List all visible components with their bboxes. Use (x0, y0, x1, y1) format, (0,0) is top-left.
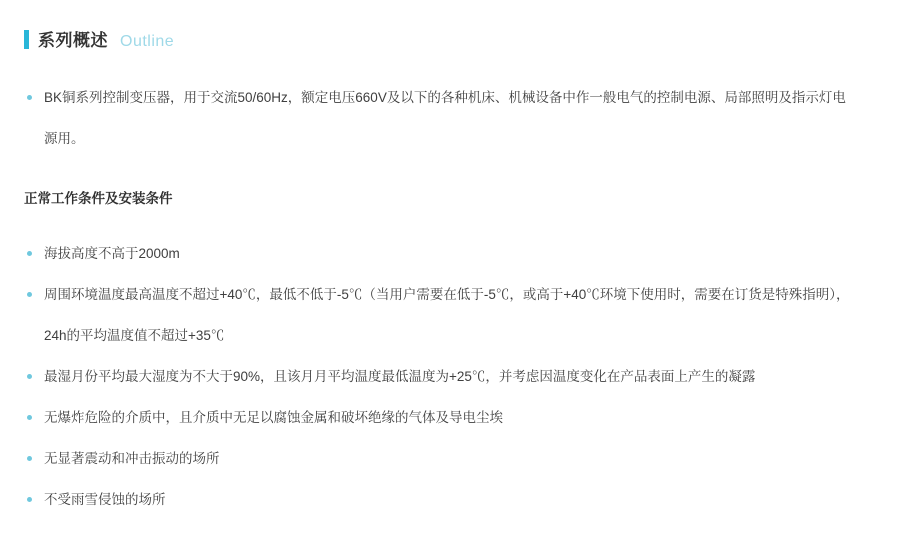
conditions-subtitle: 正常工作条件及安装条件 (24, 191, 173, 206)
conditions-list (24, 233, 876, 520)
list-item-text: 不受雨雪侵蚀的场所 (44, 492, 166, 507)
section-title-en: Outline (120, 33, 175, 50)
bullet-dot-icon (27, 374, 32, 379)
bullet-dot-icon (27, 251, 32, 256)
list-item (24, 77, 876, 159)
list-item-text: 周围环境温度最高温度不超过+40℃，最低不低于-5℃（当用户需要在低于-5℃，或高于+40℃环境下使用时，需要在订货是特殊指明），24h的平均温度值不超过+35℃ (44, 287, 850, 343)
bullet-dot-icon (27, 95, 32, 100)
accent-bar-icon (24, 30, 29, 49)
section-heading (24, 26, 876, 51)
list-item-text: 海拔高度不高于2000m (44, 246, 180, 261)
bullet-dot-icon (27, 415, 32, 420)
list-item (24, 274, 876, 356)
list-item (24, 356, 876, 397)
bullet-dot-icon (27, 456, 32, 461)
section-title-cn: 系列概述 (38, 31, 108, 50)
list-item (24, 397, 876, 438)
list-item (24, 233, 876, 274)
bullet-dot-icon (27, 292, 32, 297)
list-item (24, 438, 876, 479)
list-item-text: 最湿月份平均最大湿度为不大于90%，且该月月平均温度最低温度为+25℃，并考虑因温度变化在产品表面上产生的凝露 (44, 369, 756, 384)
list-item-text: 无爆炸危险的介质中，且介质中无足以腐蚀金属和破坏绝缘的气体及导电尘埃 (44, 410, 503, 425)
intro-list (24, 77, 876, 159)
list-item (24, 479, 876, 520)
bullet-dot-icon (27, 497, 32, 502)
list-item-text: 无显著震动和冲击振动的场所 (44, 451, 220, 466)
list-item-text: BK铜系列控制变压器，用于交流50/60Hz，额定电压660V及以下的各种机床、机械设备中作一般电气的控制电源、局部照明及指示灯电源用。 (44, 90, 846, 146)
